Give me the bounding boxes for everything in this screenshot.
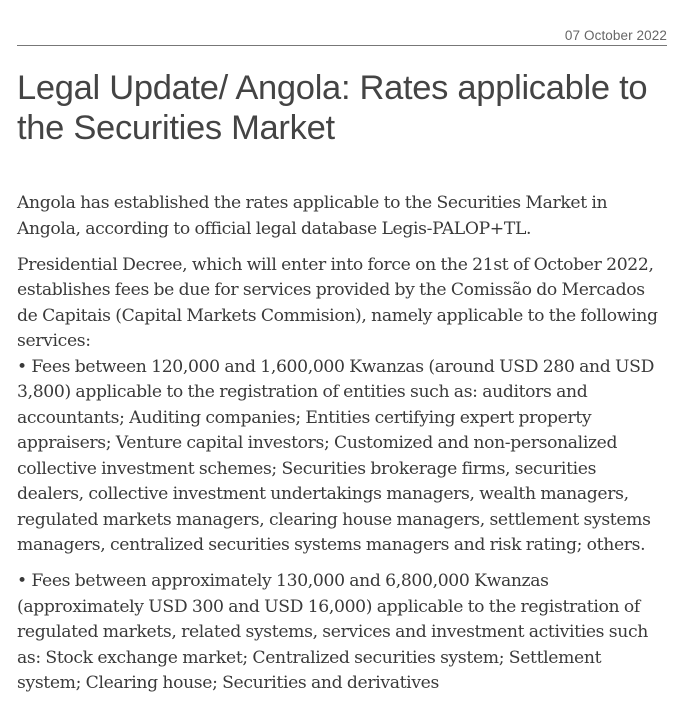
fees-entities-bullet: • Fees between 120,000 and 1,600,000 Kwanzas (around USD 280 and USD 3,800) applicable to the registration of entities such as: auditors and accountants; Auditing companies; Entities certifying expert property appraisers; Venture capital investors; Customized and non-personalized collective investment schemes; Securities brokerage firms, securities dealers, collective investment undertakings managers, wealth managers, regulated markets managers, clearing house managers, settlement systems managers, centralized securities systems managers and risk rating; others. xyxy=(17,356,655,555)
article-title: Legal Update/ Angola: Rates applicable to the Securities Market xyxy=(17,69,648,147)
date-header xyxy=(17,20,667,46)
decree-text: Presidential Decree, which will enter into force on the 21st of October 2022, establishes fees be due for services provided by the Comissão do Mercados de Capitais (Capital Markets Commision), namely applicable to the following services: xyxy=(17,254,658,351)
fees-markets-bullet: • Fees between approximately 130,000 and 6,800,000 Kwanzas (approximately USD 300 and USD 16,000) applicable to the registration of regulated markets, related systems, services and investment activities such as: Stock exchange market; Centralized securities system; Settlement system; Clearing house; Securities and derivatives xyxy=(17,571,648,693)
decree-paragraph xyxy=(17,253,667,559)
publication-date: 07 October 2022 xyxy=(564,28,667,43)
intro-paragraph: Angola has established the rates applicable to the Securities Market in Angola, according to official legal database Legis-PALOP+TL. xyxy=(17,193,608,239)
article-body xyxy=(17,191,667,705)
